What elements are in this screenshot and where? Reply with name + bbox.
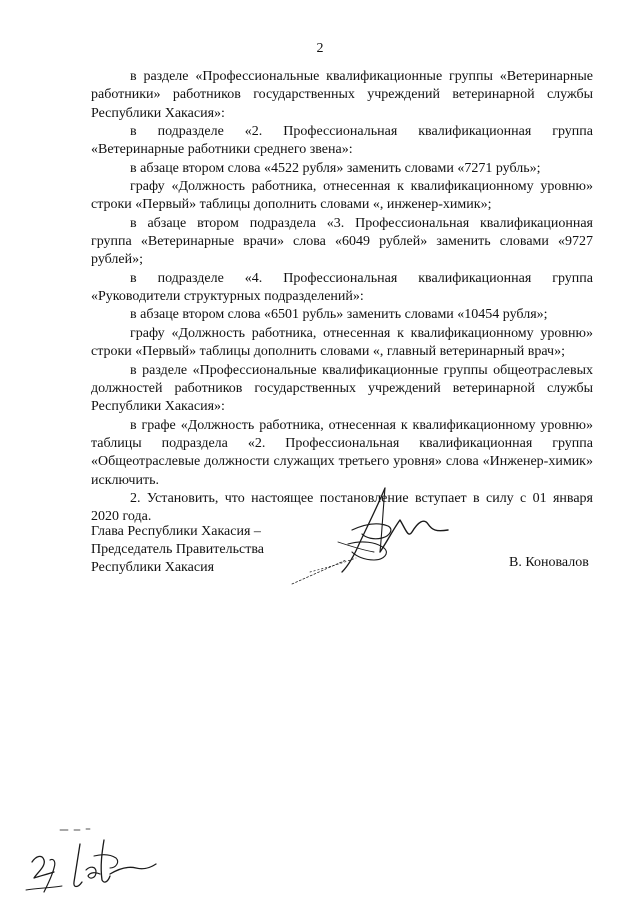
signatory-title-line: Председатель Правительства <box>91 541 264 557</box>
paragraph: в графе «Должность работника, отнесенная к квалификационному уровню» таблицы подраздела «2. Профессиональная квалификационная группа «Общеотраслевые должности служащих третьего уровня» слова «Инженер-химик» исключить. <box>91 417 593 488</box>
approval-initials <box>20 822 170 902</box>
paragraph: в абзаце втором подраздела «3. Профессиональная квалификационная группа «Ветеринарные врачи» слова «6049 рублей» заменить словами «9727 рублей»; <box>91 215 593 268</box>
paragraph: в абзаце втором слова «6501 рубль» заменить словами «10454 рубля»; <box>130 307 548 323</box>
paragraph: в абзаце втором слова «4522 рубля» заменить словами «7271 рубль»; <box>130 160 541 176</box>
signatory-title-line: Глава Республики Хакасия – <box>91 524 261 539</box>
signatory-name: В. Коновалов <box>509 555 589 570</box>
paragraph: 2. Установить, что настоящее постановление вступает в силу с 01 января 2020 года. <box>91 490 593 525</box>
signatory-title <box>91 523 264 576</box>
paragraph: в разделе «Профессиональные квалификационные группы «Ветеринарные работники» работников государственных учреждений ветеринарной службы Республики Хакасия»: <box>91 69 593 121</box>
paragraph: в разделе «Профессиональные квалификационные группы общеотраслевых должностей работников государственных учреждений ветеринарной службы Республики Хакасия»: <box>91 362 593 415</box>
signatory-title-line: Республики Хакасия <box>91 559 215 575</box>
paragraph: в подразделе «2. Профессиональная квалификационная группа «Ветеринарные работники среднего звена»: <box>91 124 593 158</box>
document-body <box>91 68 593 527</box>
paragraph: графу «Должность работника, отнесенная к квалификационному уровню» строки «Первый» таблицы дополнить словами «, главный ветеринарный врач»; <box>91 325 593 360</box>
paragraph: графу «Должность работника, отнесенная к квалификационному уровню» строки «Первый» таблицы дополнить словами «, инженер-химик»; <box>91 179 593 213</box>
page-number: 2 <box>316 41 324 56</box>
paragraph: в подразделе «4. Профессиональная квалификационная группа «Руководители структурных подразделений»: <box>91 270 593 305</box>
handwritten-signature <box>290 480 470 590</box>
